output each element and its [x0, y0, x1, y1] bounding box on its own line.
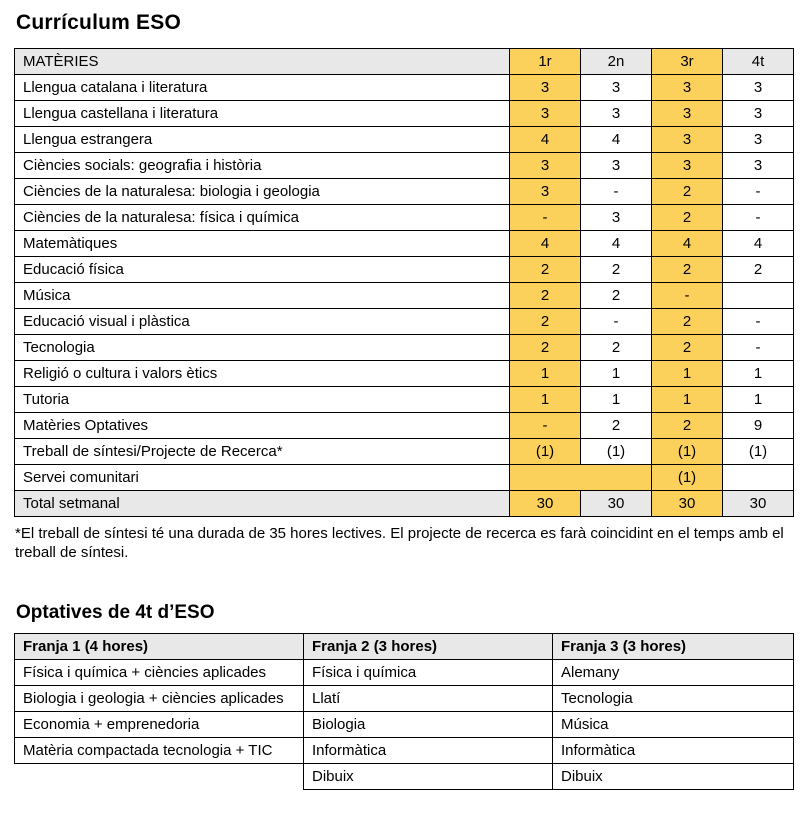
- header-franja-3: Franja 3 (3 hores): [553, 634, 794, 660]
- hours-2n-cell: 4: [581, 127, 652, 153]
- hours-2n-cell: 2: [581, 283, 652, 309]
- total-2n-cell: 30: [581, 491, 652, 517]
- optatives-header-row: [15, 634, 794, 660]
- hours-3r-cell: 2: [652, 179, 723, 205]
- table-row: [15, 101, 794, 127]
- empty-cell: [15, 764, 304, 790]
- hours-2n-cell: 3: [581, 205, 652, 231]
- subject-cell: Tutoria: [15, 387, 510, 413]
- hours-2n-cell: 3: [581, 101, 652, 127]
- hours-1r-cell: 3: [510, 75, 581, 101]
- optativa-cell: Biologia: [304, 712, 553, 738]
- section-title-optatives: Optatives de 4t d’ESO: [16, 602, 215, 623]
- hours-4t-cell: -: [723, 179, 794, 205]
- subject-cell: Ciències socials: geografia i història: [15, 153, 510, 179]
- hours-2n-cell: 2: [581, 257, 652, 283]
- subject-cell: Educació física: [15, 257, 510, 283]
- table-row: [15, 387, 794, 413]
- hours-4t-cell: [723, 283, 794, 309]
- table-row: [15, 335, 794, 361]
- curriculum-table: [14, 48, 794, 517]
- hours-4t-cell: -: [723, 335, 794, 361]
- hours-1r-cell: 4: [510, 127, 581, 153]
- total-label-cell: Total setmanal: [15, 491, 510, 517]
- table-row: [15, 361, 794, 387]
- hours-1r-cell: 2: [510, 335, 581, 361]
- hours-3r-cell: (1): [652, 439, 723, 465]
- servei-3r-cell: (1): [652, 465, 723, 491]
- hours-1r-cell: 2: [510, 283, 581, 309]
- subject-cell: Ciències de la naturalesa: biologia i geologia: [15, 179, 510, 205]
- table-row: [15, 257, 794, 283]
- hours-3r-cell: 3: [652, 75, 723, 101]
- total-4t-cell: 30: [723, 491, 794, 517]
- subject-cell: Servei comunitari: [15, 465, 510, 491]
- header-1r: 1r: [510, 49, 581, 75]
- optativa-cell: Matèria compactada tecnologia + TIC: [15, 738, 304, 764]
- table-row: [15, 75, 794, 101]
- hours-2n-cell: 1: [581, 387, 652, 413]
- optativa-cell: Dibuix: [304, 764, 553, 790]
- optativa-cell: Dibuix: [553, 764, 794, 790]
- table-row: [15, 413, 794, 439]
- hours-2n-cell: 1: [581, 361, 652, 387]
- subject-cell: Treball de síntesi/Projecte de Recerca*: [15, 439, 510, 465]
- subject-cell: Tecnologia: [15, 335, 510, 361]
- header-franja-2: Franja 2 (3 hores): [304, 634, 553, 660]
- optativa-cell: Física i química + ciències aplicades: [15, 660, 304, 686]
- table-row: [15, 127, 794, 153]
- table-row: [15, 231, 794, 257]
- table-row: [15, 283, 794, 309]
- table-row: [15, 660, 794, 686]
- hours-1r-cell: 2: [510, 309, 581, 335]
- hours-2n-cell: 2: [581, 335, 652, 361]
- hours-2n-cell: 4: [581, 231, 652, 257]
- optativa-cell: Informàtica: [553, 738, 794, 764]
- hours-1r-cell: (1): [510, 439, 581, 465]
- total-3r-cell: 30: [652, 491, 723, 517]
- optativa-cell: Tecnologia: [553, 686, 794, 712]
- hours-4t-cell: 1: [723, 387, 794, 413]
- optatives-table: [14, 633, 794, 790]
- header-4t: 4t: [723, 49, 794, 75]
- subject-cell: Música: [15, 283, 510, 309]
- optativa-cell: Informàtica: [304, 738, 553, 764]
- hours-4t-cell: -: [723, 309, 794, 335]
- subject-cell: Ciències de la naturalesa: física i química: [15, 205, 510, 231]
- hours-3r-cell: 3: [652, 101, 723, 127]
- hours-4t-cell: 9: [723, 413, 794, 439]
- hours-1r-cell: 3: [510, 179, 581, 205]
- subject-cell: Matèries Optatives: [15, 413, 510, 439]
- hours-2n-cell: -: [581, 179, 652, 205]
- hours-3r-cell: 2: [652, 257, 723, 283]
- table-row: [15, 439, 794, 465]
- hours-4t-cell: 1: [723, 361, 794, 387]
- subject-cell: Llengua estrangera: [15, 127, 510, 153]
- hours-2n-cell: (1): [581, 439, 652, 465]
- optativa-cell: Música: [553, 712, 794, 738]
- hours-1r-cell: -: [510, 205, 581, 231]
- hours-3r-cell: 3: [652, 127, 723, 153]
- hours-3r-cell: -: [652, 283, 723, 309]
- subject-cell: Matemàtiques: [15, 231, 510, 257]
- hours-4t-cell: (1): [723, 439, 794, 465]
- header-materies: MATÈRIES: [15, 49, 510, 75]
- hours-3r-cell: 2: [652, 335, 723, 361]
- hours-2n-cell: -: [581, 309, 652, 335]
- hours-2n-cell: 3: [581, 75, 652, 101]
- servei-1r-2n-merged-cell: [510, 465, 652, 491]
- hours-2n-cell: 3: [581, 153, 652, 179]
- optativa-cell: Economia + emprenedoria: [15, 712, 304, 738]
- table-row-servei-comunitari: [15, 465, 794, 491]
- hours-3r-cell: 2: [652, 205, 723, 231]
- subject-cell: Llengua castellana i literatura: [15, 101, 510, 127]
- subject-cell: Llengua catalana i literatura: [15, 75, 510, 101]
- table-row: [15, 153, 794, 179]
- hours-4t-cell: 3: [723, 101, 794, 127]
- hours-4t-cell: 3: [723, 75, 794, 101]
- header-2n: 2n: [581, 49, 652, 75]
- footnote: *El treball de síntesi té una durada de 35 hores lectives. El projecte de recerca es farà coincidint en el temps amb el treball de síntesi.: [15, 525, 784, 561]
- subject-cell: Religió o cultura i valors ètics: [15, 361, 510, 387]
- hours-4t-cell: -: [723, 205, 794, 231]
- hours-3r-cell: 1: [652, 361, 723, 387]
- hours-3r-cell: 1: [652, 387, 723, 413]
- page-title: Currículum ESO: [16, 11, 181, 34]
- hours-3r-cell: 2: [652, 309, 723, 335]
- hours-1r-cell: 3: [510, 101, 581, 127]
- hours-4t-cell: 4: [723, 231, 794, 257]
- optativa-cell: Alemany: [553, 660, 794, 686]
- table-row-total: [15, 491, 794, 517]
- optativa-cell: Llatí: [304, 686, 553, 712]
- hours-1r-cell: 4: [510, 231, 581, 257]
- servei-4t-cell: [723, 465, 794, 491]
- header-franja-1: Franja 1 (4 hores): [15, 634, 304, 660]
- table-row: [15, 205, 794, 231]
- table-row: [15, 686, 794, 712]
- optativa-cell: Física i química: [304, 660, 553, 686]
- hours-1r-cell: -: [510, 413, 581, 439]
- table-row: [15, 764, 794, 790]
- hours-1r-cell: 2: [510, 257, 581, 283]
- hours-1r-cell: 3: [510, 153, 581, 179]
- subject-cell: Educació visual i plàstica: [15, 309, 510, 335]
- total-1r-cell: 30: [510, 491, 581, 517]
- hours-3r-cell: 4: [652, 231, 723, 257]
- table-row: [15, 738, 794, 764]
- hours-3r-cell: 2: [652, 413, 723, 439]
- hours-1r-cell: 1: [510, 387, 581, 413]
- table-row: [15, 179, 794, 205]
- hours-1r-cell: 1: [510, 361, 581, 387]
- hours-2n-cell: 2: [581, 413, 652, 439]
- hours-4t-cell: 2: [723, 257, 794, 283]
- optativa-cell: Biologia i geologia + ciències aplicades: [15, 686, 304, 712]
- hours-3r-cell: 3: [652, 153, 723, 179]
- header-3r: 3r: [652, 49, 723, 75]
- hours-4t-cell: 3: [723, 153, 794, 179]
- table-row: [15, 309, 794, 335]
- curriculum-header-row: [15, 49, 794, 75]
- hours-4t-cell: 3: [723, 127, 794, 153]
- table-row: [15, 712, 794, 738]
